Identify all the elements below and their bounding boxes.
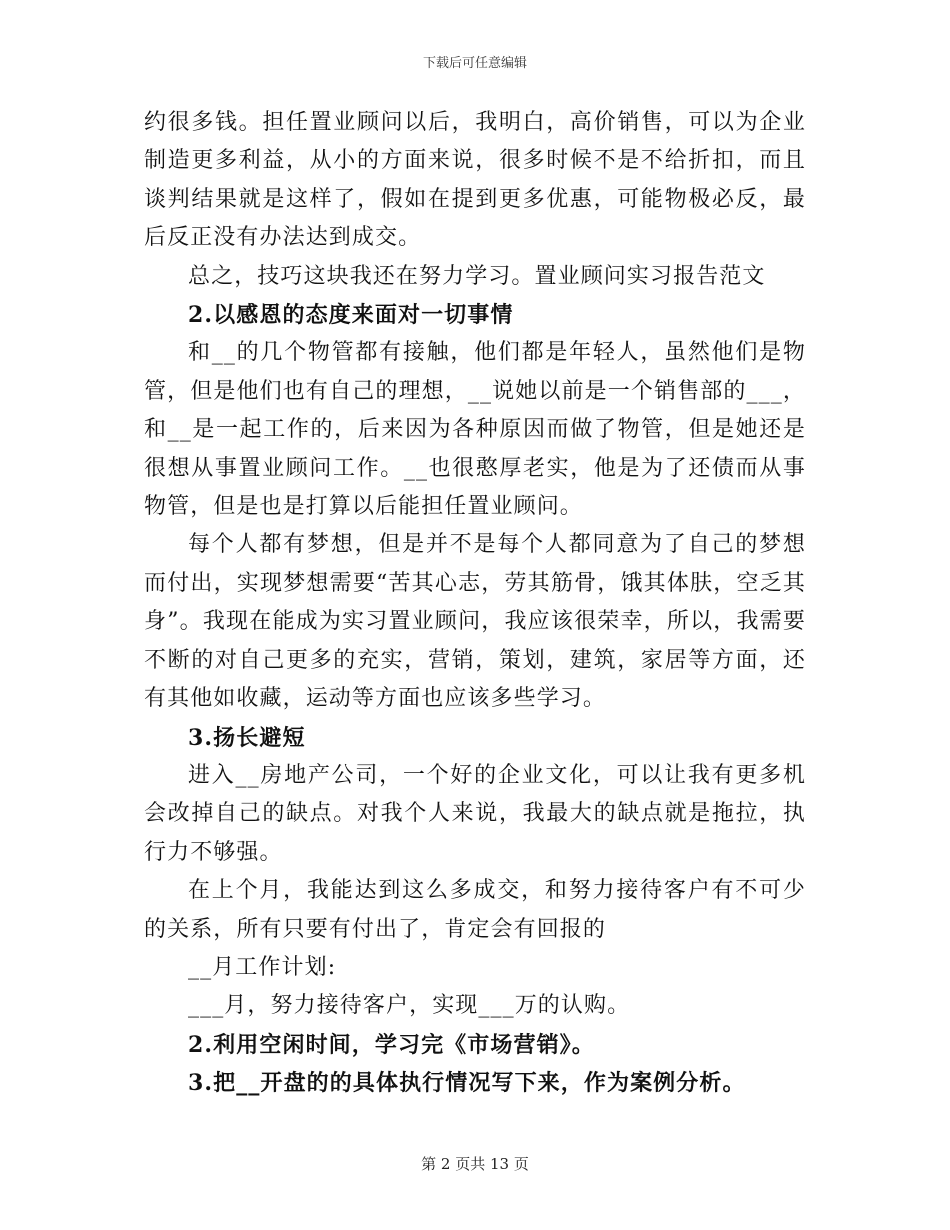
paragraph-company-culture: 进入__房地产公司，一个好的企业文化，可以让我有更多机会改掉自己的缺点。对我个人来说，我最大的缺点就是拖拉，执行力不够强。 [144,762,806,865]
heading-plan-item-3: 3.把__开盘的的具体执行情况写下来，作为案例分析。 [188,1070,746,1097]
paragraph-property-managers: 和__的几个物管都有接触，他们都是年轻人，虽然他们是物管，但是他们也有自己的理想，__说她以前是一个销售部的___，和__是一起工作的，后来因为各种原因而做了物管，但是她还是很想从事置业顾问工作。__也很憨厚老实，他是为了还债而从事物管，但是也是打算以后能担任置业顾问。 [144,340,806,520]
document-body [144,104,806,1103]
heading-strengths: 3.扬长避短 [188,724,306,751]
paragraph-dreams: 每个人都有梦想，但是并不是每个人都同意为了自己的梦想而付出，实现梦想需要“苦其心志，劳其筋骨，饿其体肤，空乏其身”。我现在能成为实习置业顾问，我应该很荣幸，所以，我需要不断的对自己更多的充实，营销，策划，建筑，家居等方面，还有其他如收藏，运动等方面也应该多些学习。 [144,532,806,712]
paragraph-cost: 约很多钱。担任置业顾问以后，我明白，高价销售，可以为企业制造更多利益，从小的方面来说，很多时候不是不给折扣，而且谈判结果就是这样了，假如在提到更多优惠，可能物极必反，最后反正没有办法达到成交。 [144,110,806,251]
paragraph-plan-item-1: ___月，努力接待客户，实现___万的认购。 [188,993,631,1019]
paragraph-skills-summary: 总之，技巧这块我还在努力学习。置业顾问实习报告范文 [188,263,766,289]
paragraph-last-month: 在上个月，我能达到这么多成交，和努力接待客户有不可少的关系，所有只要有付出了，肯定会有回报的 [144,878,806,942]
page-header: 下载后可任意编辑 [422,56,527,71]
heading-gratitude: 2.以感恩的态度来面对一切事情 [188,302,514,329]
paragraph-plan-title: __月工作计划: [188,954,337,980]
heading-plan-item-2: 2.利用空闲时间，学习完《市场营销》。 [188,1031,595,1058]
page-footer: 第 2 页共 13 页 [421,1155,529,1173]
